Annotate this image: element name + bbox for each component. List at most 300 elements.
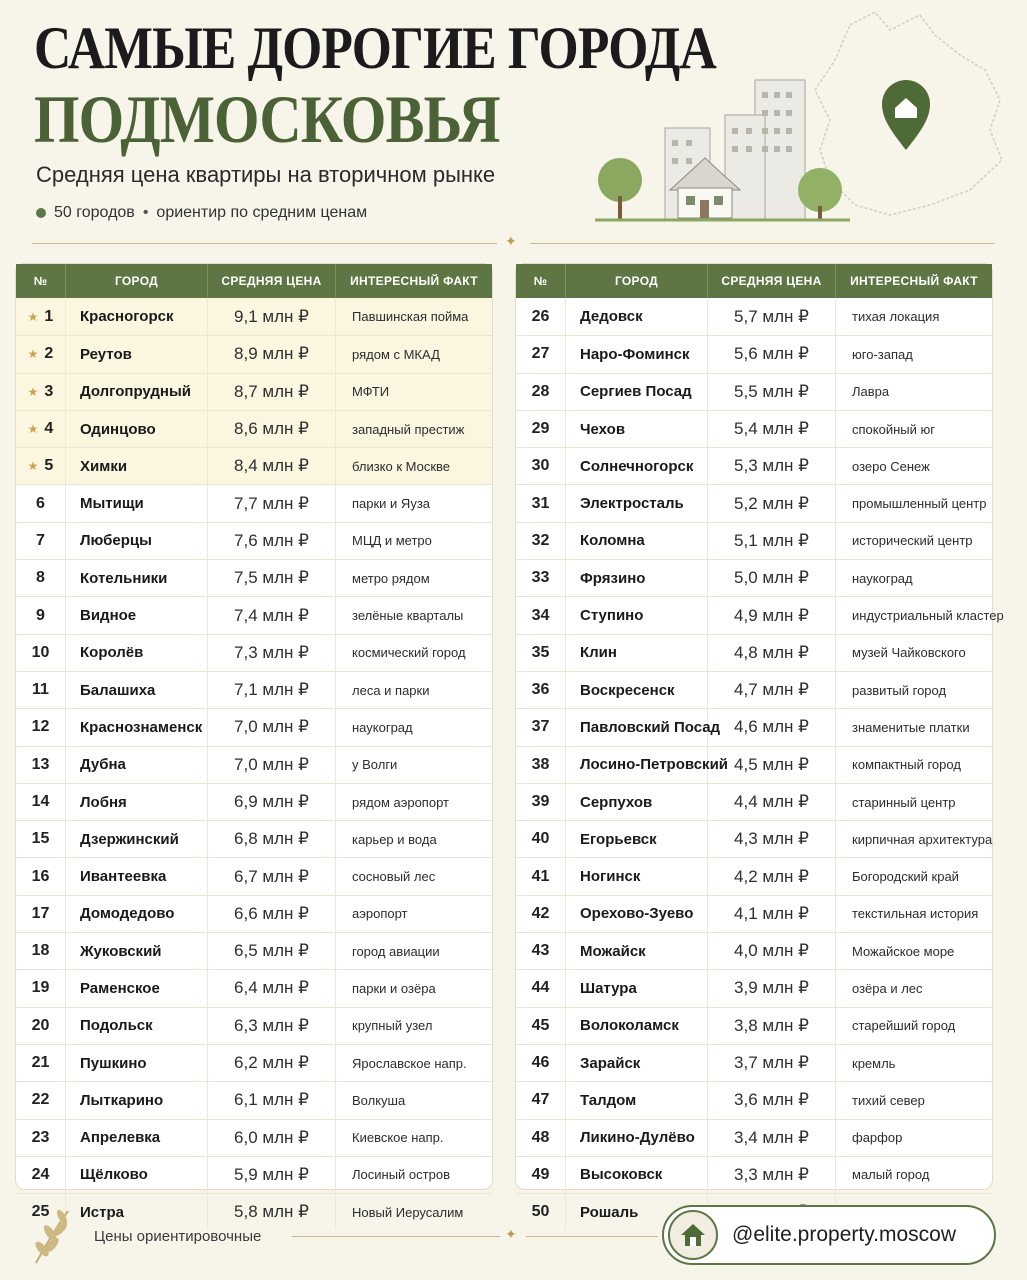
col-header-fact: ИНТЕРЕСНЫЙ ФАКТ xyxy=(350,274,478,288)
city-cell: Ивантеевка xyxy=(66,858,208,894)
fact-cell: Можайское море xyxy=(852,943,955,959)
rank-number: 14 xyxy=(31,793,50,810)
table-row xyxy=(16,783,492,820)
col-header-num: № xyxy=(516,264,566,298)
table-row xyxy=(516,559,992,596)
rank-number: 7 xyxy=(36,531,45,549)
table-row xyxy=(16,1119,492,1156)
table-right xyxy=(515,263,1004,1221)
city-cell: Талдом xyxy=(566,1082,708,1118)
fact-cell: Павшинская пойма xyxy=(352,309,469,325)
table-row xyxy=(16,969,492,1006)
fact-cell: сосновый лес xyxy=(352,869,436,885)
table-row xyxy=(16,373,492,410)
fact-cell: промышленный центр xyxy=(852,496,987,512)
rank-number: 4 xyxy=(44,420,54,438)
table-row xyxy=(16,410,492,447)
rank-number: 2 xyxy=(44,345,54,363)
rank-cell xyxy=(516,485,566,521)
table-row xyxy=(516,783,992,820)
fact-cell: Ярославское напр. xyxy=(352,1055,467,1071)
table-row xyxy=(16,708,492,745)
price-cell: 4,4 млн ₽ xyxy=(708,784,836,820)
table-row xyxy=(16,820,492,857)
price-cell: 4,0 млн ₽ xyxy=(708,933,836,969)
table-row xyxy=(16,1007,492,1044)
table-row xyxy=(516,671,992,708)
rank-number: 16 xyxy=(31,867,50,885)
rank-cell xyxy=(516,784,566,820)
rank-cell xyxy=(516,635,566,671)
rank-cell xyxy=(516,747,566,783)
rank-cell xyxy=(516,1082,566,1118)
table-row xyxy=(16,522,492,559)
subtitle: Средняя цена квартиры на вторичном рынке xyxy=(36,162,496,187)
rank-cell xyxy=(516,933,566,969)
city-cell: Чехов xyxy=(566,411,708,447)
rank-number: 6 xyxy=(36,494,45,512)
price-cell: 5,3 млн ₽ xyxy=(708,448,836,484)
meta-line xyxy=(36,204,367,222)
city-cell: Дубна xyxy=(66,747,208,783)
fact-cell: наукоград xyxy=(352,719,413,735)
price-cell: 8,4 млн ₽ xyxy=(208,448,336,484)
star-icon: ★ xyxy=(27,422,39,437)
city-cell: Шатура xyxy=(566,970,708,1006)
col-header-fact: ИНТЕРЕСНЫЙ ФАКТ xyxy=(850,274,978,288)
fact-cell: западный престиж xyxy=(352,421,465,437)
header-divider-left xyxy=(32,243,497,244)
fact-cell: озёра и лес xyxy=(852,980,923,996)
fact-cell: парки и озёра xyxy=(352,980,436,996)
rank-number: 8 xyxy=(36,569,45,587)
price-cell: 3,3 млн ₽ xyxy=(708,1157,836,1193)
city-cell: Коломна xyxy=(566,523,708,559)
city-cell: Ликино-Дулёво xyxy=(566,1120,708,1156)
city-cell: Раменское xyxy=(66,970,208,1006)
fact-cell: Лавра xyxy=(852,384,890,400)
price-cell: 5,0 млн ₽ xyxy=(708,560,836,596)
city-cell: Можайск xyxy=(566,933,708,969)
city-cell: Лыткарино xyxy=(66,1082,208,1118)
city-cell: Жуковский xyxy=(66,933,208,969)
rank-cell xyxy=(16,821,66,857)
rank-cell xyxy=(16,672,66,708)
table-row xyxy=(16,895,492,932)
city-cell: Химки xyxy=(66,448,208,484)
price-cell: 3,8 млн ₽ xyxy=(708,1008,836,1044)
table-row xyxy=(516,1119,992,1156)
rank-number: 24 xyxy=(31,1165,50,1183)
rank-number: 28 xyxy=(531,382,550,400)
rank-cell xyxy=(16,970,66,1006)
rank-cell xyxy=(516,1157,566,1193)
city-cell: Щёлково xyxy=(66,1157,208,1193)
fact-cell: город авиации xyxy=(352,943,440,959)
fact-cell: карьер и вода xyxy=(352,831,437,847)
table-row xyxy=(516,634,992,671)
title-line-2: ПОДМОСКОВЬЯ xyxy=(34,81,500,157)
table-row xyxy=(516,857,992,894)
rank-number: 27 xyxy=(531,345,550,363)
price-cell: 3,4 млн ₽ xyxy=(708,1120,836,1156)
col-header-city: ГОРОД xyxy=(566,264,708,298)
city-cell: Фрязино xyxy=(566,560,708,596)
rank-cell xyxy=(16,784,66,820)
fact-cell: компактный город xyxy=(852,757,961,773)
rank-cell xyxy=(516,896,566,932)
rank-cell xyxy=(516,560,566,596)
rank-number: 29 xyxy=(531,420,550,438)
city-cell: Апрелевка xyxy=(66,1120,208,1156)
city-cell: Пушкино xyxy=(66,1045,208,1081)
city-cell: Сергиев Посад xyxy=(566,374,708,410)
fact-cell: крупный узел xyxy=(352,1018,433,1034)
fact-cell: кирпичная архитектура xyxy=(852,831,993,847)
rank-number: 12 xyxy=(31,718,50,736)
table-row xyxy=(516,522,992,559)
col-header-num: № xyxy=(16,264,66,298)
rank-number: 20 xyxy=(31,1016,50,1034)
price-cell: 5,4 млн ₽ xyxy=(708,411,836,447)
price-cell: 5,9 млн ₽ xyxy=(208,1157,336,1193)
rank-number: 15 xyxy=(31,830,50,848)
price-cell: 3,9 млн ₽ xyxy=(708,970,836,1006)
city-cell: Реутов xyxy=(66,336,208,372)
city-cell: Егорьевск xyxy=(566,821,708,857)
table-row xyxy=(16,596,492,633)
rank-number: 3 xyxy=(44,382,54,400)
city-cell: Лобня xyxy=(66,784,208,820)
rank-cell xyxy=(16,411,66,447)
price-cell: 6,9 млн ₽ xyxy=(208,784,336,820)
fact-cell: старейший город xyxy=(852,1018,956,1034)
table-row xyxy=(516,1156,992,1193)
star-icon: ★ xyxy=(27,384,39,399)
rank-number: 35 xyxy=(531,643,550,661)
table-row xyxy=(16,746,492,783)
rank-number: 9 xyxy=(36,606,45,624)
table-row xyxy=(516,596,1004,633)
price-cell: 6,5 млн ₽ xyxy=(208,933,336,969)
rank-number: 25 xyxy=(31,1203,50,1221)
table-row xyxy=(16,1156,492,1193)
price-cell: 4,8 млн ₽ xyxy=(708,635,836,671)
fact-cell: космический город xyxy=(352,645,466,661)
price-cell: 4,7 млн ₽ xyxy=(708,672,836,708)
title-line-1: САМЫЕ ДОРОГИЕ ГОРОДА xyxy=(34,15,716,81)
rank-number: 23 xyxy=(31,1128,50,1146)
rank-cell xyxy=(516,1120,566,1156)
table-row xyxy=(16,559,492,596)
rank-cell xyxy=(516,970,566,1006)
rank-number: 13 xyxy=(31,755,50,773)
footer-note: Цены ориентировочные xyxy=(94,1228,262,1245)
fact-cell: МЦД и метро xyxy=(352,533,432,549)
fact-cell: тихий север xyxy=(852,1092,925,1108)
rank-cell xyxy=(516,298,566,335)
rank-cell xyxy=(516,336,566,372)
city-cell: Волоколамск xyxy=(566,1008,708,1044)
rank-cell xyxy=(516,597,566,633)
price-cell: 7,0 млн ₽ xyxy=(208,747,336,783)
fact-cell: Волкуша xyxy=(352,1092,406,1108)
footer-diamond-icon: ✦ xyxy=(505,1226,517,1242)
fact-cell: парки и Яуза xyxy=(352,496,431,512)
price-cell: 4,3 млн ₽ xyxy=(708,821,836,857)
hero-illustration xyxy=(590,0,1027,240)
rank-cell xyxy=(16,858,66,894)
rank-cell xyxy=(516,523,566,559)
rank-cell xyxy=(16,933,66,969)
table-row xyxy=(516,895,992,932)
rank-number: 30 xyxy=(531,457,550,475)
fact-cell: малый город xyxy=(852,1167,930,1183)
price-cell: 5,8 млн ₽ xyxy=(208,1194,336,1230)
rank-cell xyxy=(16,448,66,484)
price-cell: 7,0 млн ₽ xyxy=(208,709,336,745)
rank-number: 22 xyxy=(31,1091,50,1109)
fact-cell: МФТИ xyxy=(352,384,390,400)
rank-number: 38 xyxy=(531,755,550,773)
city-cell: Солнечногорск xyxy=(566,448,708,484)
price-cell: 7,4 млн ₽ xyxy=(208,597,336,633)
city-cell: Ногинск xyxy=(566,858,708,894)
table-row xyxy=(516,1081,992,1118)
price-cell: 6,0 млн ₽ xyxy=(208,1120,336,1156)
rank-cell xyxy=(16,485,66,521)
rank-cell xyxy=(16,1045,66,1081)
fact-cell: леса и парки xyxy=(352,682,430,698)
rank-number: 10 xyxy=(31,643,50,661)
social-handle-badge[interactable] xyxy=(662,1205,996,1265)
price-cell: 4,2 млн ₽ xyxy=(708,858,836,894)
rank-number: 1 xyxy=(44,307,54,325)
city-cell: Краснознаменск xyxy=(66,709,208,745)
table-row xyxy=(516,484,992,521)
table-header xyxy=(16,264,492,298)
table-header xyxy=(516,264,992,298)
rank-cell xyxy=(16,374,66,410)
table-row xyxy=(16,298,492,335)
table-body xyxy=(516,298,1004,1230)
fact-cell: рядом аэропорт xyxy=(352,794,449,810)
table-row xyxy=(16,671,492,708)
star-icon: ★ xyxy=(27,309,39,324)
footer-divider-left xyxy=(292,1236,500,1237)
rank-cell xyxy=(516,448,566,484)
fact-cell: фарфор xyxy=(852,1130,903,1146)
rank-number: 46 xyxy=(531,1054,550,1072)
city-cell: Дедовск xyxy=(566,298,708,335)
table-row xyxy=(16,335,492,372)
table-row xyxy=(516,708,992,745)
table-row xyxy=(516,447,992,484)
rank-number: 33 xyxy=(531,569,550,587)
price-cell: 5,2 млн ₽ xyxy=(708,485,836,521)
laurel-branch-icon xyxy=(28,1205,78,1267)
fact-cell: наукоград xyxy=(852,570,913,586)
city-cell: Павловский Посад xyxy=(566,709,708,745)
price-cell: 5,1 млн ₽ xyxy=(708,523,836,559)
price-cell: 8,9 млн ₽ xyxy=(208,336,336,372)
rank-cell xyxy=(516,821,566,857)
city-cell: Одинцово xyxy=(66,411,208,447)
price-cell: 6,8 млн ₽ xyxy=(208,821,336,857)
rank-number: 18 xyxy=(31,942,50,960)
city-cell: Воскресенск xyxy=(566,672,708,708)
col-header-price: СРЕДНЯЯ ЦЕНА xyxy=(208,264,336,298)
meta-separator: • xyxy=(142,204,149,221)
fact-cell: текстильная история xyxy=(852,906,979,922)
rank-cell xyxy=(16,336,66,372)
col-header-city: ГОРОД xyxy=(66,264,208,298)
col-header-price: СРЕДНЯЯ ЦЕНА xyxy=(708,264,836,298)
city-cell: Наро-Фоминск xyxy=(566,336,708,372)
rank-number: 26 xyxy=(531,307,550,325)
rank-cell xyxy=(16,1008,66,1044)
table-row xyxy=(516,932,992,969)
rank-number: 31 xyxy=(531,494,550,512)
city-cell: Лосино-Петровский xyxy=(566,747,708,783)
table-row xyxy=(516,1044,992,1081)
rank-cell xyxy=(16,523,66,559)
table-row xyxy=(516,373,992,410)
rank-cell xyxy=(516,411,566,447)
fact-cell: исторический центр xyxy=(852,533,973,549)
fact-cell: у Волги xyxy=(352,757,398,773)
rank-cell xyxy=(16,896,66,932)
fact-cell: старинный центр xyxy=(852,794,956,810)
price-cell: 7,1 млн ₽ xyxy=(208,672,336,708)
city-cell: Домодедово xyxy=(66,896,208,932)
bullet-dot-icon xyxy=(36,208,46,218)
city-cell: Дзержинский xyxy=(66,821,208,857)
price-cell: 7,5 млн ₽ xyxy=(208,560,336,596)
rank-number: 32 xyxy=(531,531,550,549)
price-cell: 5,7 млн ₽ xyxy=(708,298,836,335)
table-row xyxy=(516,1007,992,1044)
rank-number: 34 xyxy=(531,606,550,624)
price-cell: 6,2 млн ₽ xyxy=(208,1045,336,1081)
city-cell: Орехово-Зуево xyxy=(566,896,708,932)
table-body xyxy=(16,298,492,1230)
city-cell: Серпухов xyxy=(566,784,708,820)
rank-number: 21 xyxy=(31,1054,50,1072)
fact-cell: индустриальный кластер xyxy=(852,608,1004,624)
table-row xyxy=(516,298,992,335)
rank-cell xyxy=(516,1194,566,1230)
price-cell: 6,4 млн ₽ xyxy=(208,970,336,1006)
rank-number: 37 xyxy=(531,718,550,736)
fact-cell: Лосиный остров xyxy=(352,1167,450,1183)
table-row xyxy=(16,857,492,894)
city-cell: Рошаль xyxy=(566,1194,708,1230)
table-row xyxy=(16,1044,492,1081)
fact-cell: знаменитые платки xyxy=(852,719,970,735)
price-cell: 4,5 млн ₽ xyxy=(708,747,836,783)
table-row xyxy=(16,932,492,969)
rank-number: 49 xyxy=(531,1165,550,1183)
city-cell: Люберцы xyxy=(66,523,208,559)
price-cell: 4,6 млн ₽ xyxy=(708,709,836,745)
fact-cell: метро рядом xyxy=(352,570,430,586)
star-icon: ★ xyxy=(27,459,39,474)
rank-cell xyxy=(516,1008,566,1044)
meta-note: ориентир по средним ценам xyxy=(156,204,368,221)
rank-number: 50 xyxy=(531,1203,550,1221)
price-cell: 7,7 млн ₽ xyxy=(208,485,336,521)
rank-number: 39 xyxy=(531,793,550,810)
city-cell: Долгопрудный xyxy=(66,374,208,410)
fact-cell: развитый город xyxy=(852,682,947,698)
rank-cell xyxy=(16,709,66,745)
price-cell: 8,7 млн ₽ xyxy=(208,374,336,410)
rank-number: 17 xyxy=(31,904,50,922)
fact-cell: юго-запад xyxy=(852,346,913,362)
city-cell: Зарайск xyxy=(566,1045,708,1081)
table-row xyxy=(516,410,992,447)
location-pin-icon xyxy=(882,38,930,150)
price-cell: 6,6 млн ₽ xyxy=(208,896,336,932)
rank-number: 5 xyxy=(44,457,54,475)
city-cell: Электросталь xyxy=(566,485,708,521)
fact-cell: Новый Иерусалим xyxy=(352,1204,464,1220)
table-row xyxy=(516,969,992,1006)
rank-number: 11 xyxy=(32,681,49,699)
city-cell: Клин xyxy=(566,635,708,671)
fact-cell: озеро Сенеж xyxy=(852,458,930,474)
rank-cell xyxy=(16,597,66,633)
city-cell: Истра xyxy=(66,1194,208,1230)
rank-number: 44 xyxy=(531,979,550,997)
price-cell: 3,6 млн ₽ xyxy=(708,1082,836,1118)
rank-number: 19 xyxy=(31,979,50,997)
table-row xyxy=(16,484,492,521)
fact-cell: Богородский край xyxy=(852,869,959,885)
city-cell: Ступино xyxy=(566,597,708,633)
rank-number: 40 xyxy=(531,830,550,848)
fact-cell: рядом с МКАД xyxy=(352,346,440,362)
rank-number: 41 xyxy=(531,867,550,885)
rank-cell xyxy=(16,747,66,783)
fact-cell: кремль xyxy=(852,1055,896,1071)
price-cell: 7,3 млн ₽ xyxy=(208,635,336,671)
city-cell: Видное xyxy=(66,597,208,633)
rank-number: 47 xyxy=(531,1091,550,1109)
price-cell: 6,1 млн ₽ xyxy=(208,1082,336,1118)
rank-cell xyxy=(16,1082,66,1118)
rank-cell xyxy=(516,672,566,708)
rank-number: 48 xyxy=(531,1128,550,1146)
table-row xyxy=(16,447,492,484)
price-cell: 6,3 млн ₽ xyxy=(208,1008,336,1044)
table-row xyxy=(516,820,992,857)
city-cell: Высоковск xyxy=(566,1157,708,1193)
rank-cell xyxy=(16,560,66,596)
city-cell: Мытищи xyxy=(66,485,208,521)
rank-cell xyxy=(516,709,566,745)
city-cell: Подольск xyxy=(66,1008,208,1044)
fact-cell: зелёные кварталы xyxy=(352,608,464,624)
star-icon: ★ xyxy=(27,347,39,362)
price-cell: 8,6 млн ₽ xyxy=(208,411,336,447)
house-icon xyxy=(668,1210,718,1260)
price-cell: 9,1 млн ₽ xyxy=(208,298,336,335)
rank-number: 36 xyxy=(531,681,550,699)
rank-number: 45 xyxy=(531,1016,550,1034)
rank-cell xyxy=(16,635,66,671)
